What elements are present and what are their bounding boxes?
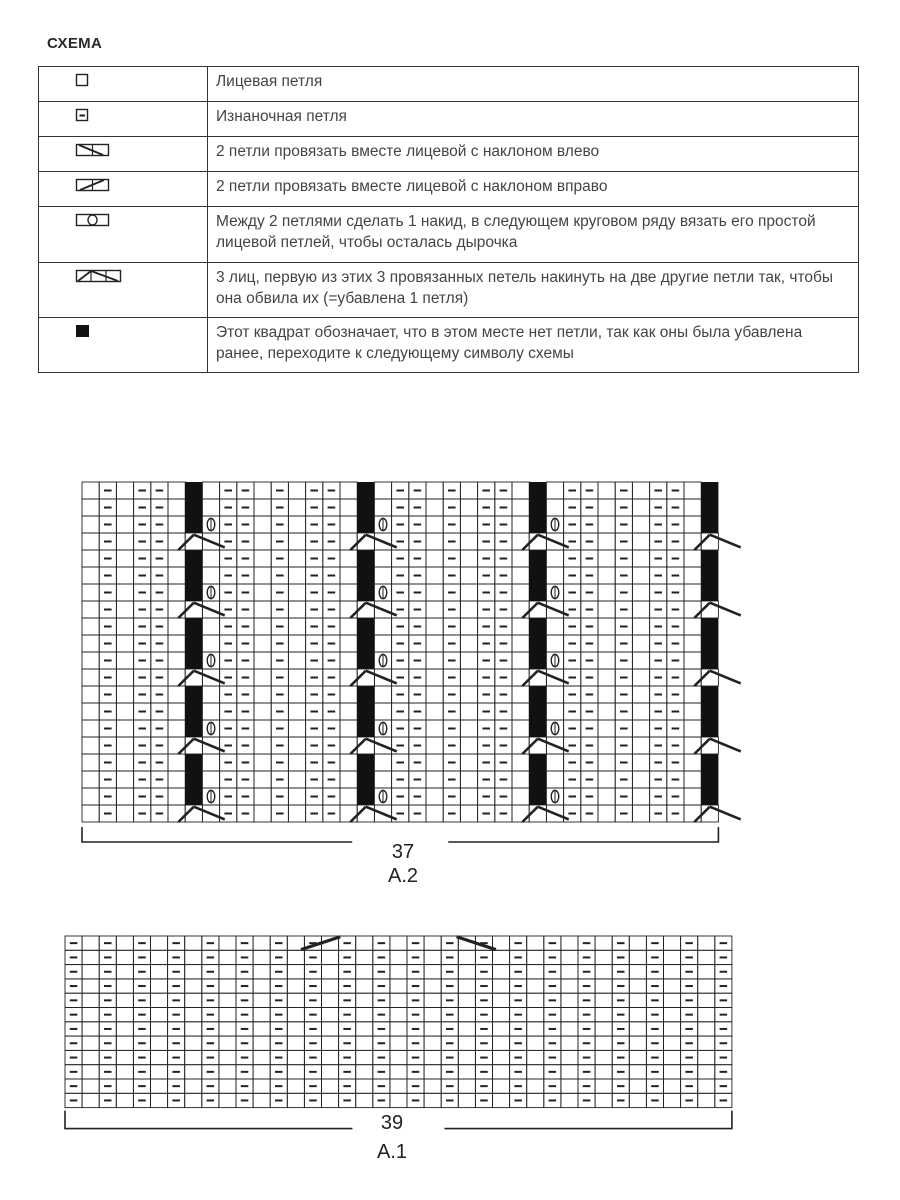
chart-a1-cell [698, 1079, 715, 1093]
chart-a1-cell [527, 936, 544, 950]
chart-a1-cell [664, 1079, 681, 1093]
chart-a1-cell [356, 936, 373, 950]
chart-a1-cell [561, 1079, 578, 1093]
chart-a1-cell [698, 936, 715, 950]
chart-a1-cell [82, 1008, 99, 1022]
chart-a1-cell [219, 1093, 236, 1107]
chart-a1-cell [151, 979, 168, 993]
chart-a1-cell [219, 1065, 236, 1079]
chart-a1-cell [356, 1065, 373, 1079]
chart-a1-cell [151, 965, 168, 979]
chart-a1-cell [698, 979, 715, 993]
chart-a1-cell [424, 1022, 441, 1036]
chart-a1-cell [185, 1065, 202, 1079]
chart-a1-cell [458, 1022, 475, 1036]
chart-a1-cell [185, 950, 202, 964]
chart-a1-cell [493, 1022, 510, 1036]
chart-a1-cell [287, 1065, 304, 1079]
chart-a1-cell [82, 936, 99, 950]
chart-a1-cell [356, 1008, 373, 1022]
chart-a1-cell [390, 1065, 407, 1079]
chart-a1-cell [493, 1050, 510, 1064]
chart-a1-cell [219, 1050, 236, 1064]
chart-a1-cell [493, 965, 510, 979]
chart-a1-cell [356, 1050, 373, 1064]
chart-a1-cell [322, 979, 339, 993]
chart-a1-cell [219, 965, 236, 979]
chart-a1-cell [561, 965, 578, 979]
chart-a1-cell [287, 950, 304, 964]
chart-a1-cell [527, 1036, 544, 1050]
chart-a1-label: A.1 [376, 1141, 408, 1163]
chart-a1-cell [493, 979, 510, 993]
chart-a1-cell [116, 979, 133, 993]
chart-a1-cell [527, 1093, 544, 1107]
chart-a1-cell [390, 1022, 407, 1036]
chart-a1-cell [151, 950, 168, 964]
chart-a1-cell [458, 1093, 475, 1107]
chart-a1-cell [664, 965, 681, 979]
chart-a1-cell [287, 1093, 304, 1107]
chart-a1-cell [185, 1008, 202, 1022]
chart-a1-stitch-count: 39 [380, 1112, 404, 1134]
chart-a1-cell [151, 993, 168, 1007]
chart-a1-cell [561, 936, 578, 950]
chart-a1-cell [151, 1093, 168, 1107]
chart-a1-cell [664, 1008, 681, 1022]
chart-a1-cell [664, 993, 681, 1007]
chart-a1-cell [698, 1008, 715, 1022]
chart-a1-cell [151, 1050, 168, 1064]
chart-a1-cell [493, 993, 510, 1007]
chart-a2-label: A.2 [387, 865, 419, 887]
chart-a1-cell [287, 979, 304, 993]
chart-a1-cell [322, 950, 339, 964]
chart-a1-cell [424, 965, 441, 979]
chart-a1-cell [424, 1008, 441, 1022]
chart-a1-cell [698, 1036, 715, 1050]
chart-a1-cell [595, 1079, 612, 1093]
chart-a1-cell [390, 1036, 407, 1050]
chart-a1-cell [390, 993, 407, 1007]
chart-a1-cell [390, 936, 407, 950]
chart-a1-cell [458, 965, 475, 979]
chart-a1-cell [527, 950, 544, 964]
chart-a1-cell [356, 1036, 373, 1050]
chart-a1-cell [561, 950, 578, 964]
chart-a1-cell [424, 936, 441, 950]
chart-a1-cell [253, 1008, 270, 1022]
chart-a1-cell [595, 1050, 612, 1064]
chart-a1-cell [629, 1036, 646, 1050]
chart-a1-cell [561, 1093, 578, 1107]
chart-a1-cell [595, 1093, 612, 1107]
chart-a1-cell [424, 1050, 441, 1064]
chart-a1-cell [116, 1093, 133, 1107]
chart-a1-cell [561, 1036, 578, 1050]
chart-a1-cell [356, 965, 373, 979]
chart-a1-cell [424, 1036, 441, 1050]
chart-a1-k2tog-right-mark [301, 937, 340, 950]
chart-a1-cell [561, 993, 578, 1007]
chart-a1-cell [458, 1065, 475, 1079]
chart-a1-cell [527, 1079, 544, 1093]
chart-a1-cell [287, 1036, 304, 1050]
chart-a1-cell [322, 993, 339, 1007]
chart-a1-cell [185, 965, 202, 979]
chart-a1-cell [356, 1022, 373, 1036]
chart-a1-cell [698, 1093, 715, 1107]
chart-a1-cell [698, 965, 715, 979]
chart-a1-cell [493, 1093, 510, 1107]
chart-a1-cell [151, 1008, 168, 1022]
chart-a1-cell [116, 1065, 133, 1079]
chart-a1-cell [116, 965, 133, 979]
chart-a1-cell [595, 965, 612, 979]
chart-a1-cell [527, 1022, 544, 1036]
chart-a1-cell [116, 1050, 133, 1064]
chart-a1-cell [287, 1050, 304, 1064]
chart-a1-cell [356, 993, 373, 1007]
chart-a1-cell [82, 1079, 99, 1093]
chart-a1-cell [458, 979, 475, 993]
chart-a1-cell [219, 1008, 236, 1022]
chart-a1-cell [493, 1036, 510, 1050]
chart-a1-cell [493, 1008, 510, 1022]
chart-a1-cell [664, 936, 681, 950]
chart-a1-cell [82, 950, 99, 964]
chart-a1-cell [595, 1008, 612, 1022]
chart-a1-cell [151, 1079, 168, 1093]
chart-a1-cell [493, 1065, 510, 1079]
chart-a1-cell [185, 1036, 202, 1050]
chart-a1-cell [253, 1065, 270, 1079]
chart-a1-cell [595, 1036, 612, 1050]
chart-a1-cell [390, 1050, 407, 1064]
chart-a1-cell [287, 1008, 304, 1022]
chart-a1-cell [116, 1036, 133, 1050]
chart-a1-cell [322, 1079, 339, 1093]
chart-a2-stitch-count: 37 [391, 841, 415, 863]
chart-a1-cell [424, 1065, 441, 1079]
chart-a1-cell [287, 1079, 304, 1093]
chart-a1-cell [629, 1008, 646, 1022]
chart-a1-cell [390, 979, 407, 993]
chart-a1-cell [629, 1022, 646, 1036]
chart-a1-cell [116, 936, 133, 950]
chart-a1-cell [219, 1079, 236, 1093]
chart-a1-cell [116, 993, 133, 1007]
chart-a1-cell [82, 979, 99, 993]
chart-a1-cell [390, 1008, 407, 1022]
chart-a1-cell [219, 936, 236, 950]
chart-a1-cell [322, 1065, 339, 1079]
legend-text: 2 петли провязать вместе лицевой с наклоном вправо [208, 172, 859, 207]
chart-a1-cell [116, 1008, 133, 1022]
chart-a1-cell [629, 1065, 646, 1079]
chart-a1-cell [493, 950, 510, 964]
chart-a1-cell [185, 979, 202, 993]
chart-a1-cell [458, 1079, 475, 1093]
chart-a1-cell [185, 993, 202, 1007]
chart-a1-cell [595, 993, 612, 1007]
legend-text: Этот квадрат обозначает, что в этом месте нет петли, так как оны была убавлена ранее, переходите к следующему символу схемы [208, 318, 859, 373]
chart-a1-cell [82, 993, 99, 1007]
chart-a1-cell [664, 979, 681, 993]
chart-a1-cell [116, 950, 133, 964]
chart-a1-cell [219, 993, 236, 1007]
chart-a1-cell [219, 1022, 236, 1036]
chart-a1-cell [424, 993, 441, 1007]
chart-a1-cell [664, 1093, 681, 1107]
chart-a1-cell [356, 979, 373, 993]
legend-text: 3 лиц, первую из этих 3 провязанных петель накинуть на две другие петли так, чтобы она обвила их (=убавлена 1 петля) [208, 263, 859, 318]
legend-text: Между 2 петлями сделать 1 накид, в следующем круговом ряду вязать его простой лицевой петлей, чтобы осталась дырочка [208, 207, 859, 263]
chart-a1-cell [322, 1093, 339, 1107]
chart-a1-cell [629, 950, 646, 964]
chart-a1-cell [253, 1093, 270, 1107]
chart-a1-cell [458, 1050, 475, 1064]
chart-a1-cell [664, 950, 681, 964]
chart-a1-cell [116, 1022, 133, 1036]
chart-a1-cell [82, 1093, 99, 1107]
chart-a1-cell [151, 1036, 168, 1050]
chart-a1-cell [322, 965, 339, 979]
chart-a1-cell [595, 1065, 612, 1079]
chart-a1-cell [424, 979, 441, 993]
chart-a1-cell [253, 950, 270, 964]
chart-a1-cell [629, 1093, 646, 1107]
chart-a1-cell [664, 1036, 681, 1050]
chart-a1-cell [253, 1022, 270, 1036]
chart-a1-cell [219, 979, 236, 993]
chart-a1-cell [82, 1022, 99, 1036]
chart-a1-cell [595, 950, 612, 964]
chart-a1-cell [698, 993, 715, 1007]
chart-a1-k2tog-left-mark [457, 937, 496, 950]
chart-a1-cell [698, 1065, 715, 1079]
chart-a1-cell [322, 1008, 339, 1022]
chart-a1-cell [253, 965, 270, 979]
chart-a1-cell [185, 1093, 202, 1107]
chart-a1-cell [116, 1079, 133, 1093]
chart-a1-cell [629, 936, 646, 950]
chart-a1-cell [561, 979, 578, 993]
chart-a1-cell [151, 1022, 168, 1036]
chart-a1-width-bracket [444, 1111, 731, 1129]
chart-a1-cell [82, 965, 99, 979]
chart-a1-cell [253, 1036, 270, 1050]
chart-a1-cell [219, 1036, 236, 1050]
chart-a1-cell [253, 1079, 270, 1093]
chart-a1-cell [185, 1079, 202, 1093]
legend-text: Изнаночная петля [208, 102, 859, 137]
chart-a1-cell [151, 1065, 168, 1079]
chart-a1-cell [561, 1065, 578, 1079]
chart-a1-cell [390, 950, 407, 964]
page-title: СХЕМА [47, 35, 103, 52]
chart-a1-cell [561, 1050, 578, 1064]
chart-a1-cell [390, 965, 407, 979]
chart-a1-cell [527, 979, 544, 993]
chart-a1-cell [322, 1050, 339, 1064]
chart-a1-cell [698, 1022, 715, 1036]
chart-a1-cell [629, 1079, 646, 1093]
legend-text: Лицевая петля [208, 67, 859, 102]
chart-a1-cell [458, 1008, 475, 1022]
chart-a1-cell [629, 979, 646, 993]
chart-a1-cell [322, 1036, 339, 1050]
chart-a1-cell [287, 965, 304, 979]
chart-a1-cell [390, 1079, 407, 1093]
chart-a1-cell [595, 979, 612, 993]
chart-a1-cell [356, 950, 373, 964]
chart-a1-cell [595, 1022, 612, 1036]
legend-text: 2 петли провязать вместе лицевой с наклоном влево [208, 137, 859, 172]
chart-a1-cell [664, 1022, 681, 1036]
chart-a1-cell [458, 1036, 475, 1050]
chart-a1-cell [561, 1008, 578, 1022]
chart-a1-cell [664, 1050, 681, 1064]
chart-a1-cell [527, 965, 544, 979]
chart-a1-cell [629, 993, 646, 1007]
chart-a1-cell [287, 993, 304, 1007]
chart-a1-cell [493, 1079, 510, 1093]
chart-a1-cell [185, 1022, 202, 1036]
chart-a1-cell [185, 1050, 202, 1064]
chart-a1-cell [664, 1065, 681, 1079]
chart-a1-cell [424, 1093, 441, 1107]
chart-a1-cell [253, 993, 270, 1007]
chart-a1-cell [698, 1050, 715, 1064]
chart-a1-cell [356, 1093, 373, 1107]
chart-a1-cell [322, 1022, 339, 1036]
chart-a1-cell [698, 950, 715, 964]
chart-a1-cell [82, 1065, 99, 1079]
chart-a1-cell [356, 1079, 373, 1093]
chart-a1-cell [253, 979, 270, 993]
chart-a1-cell [527, 1008, 544, 1022]
chart-a1-cell [527, 993, 544, 1007]
chart-a1-width-bracket [65, 1111, 352, 1129]
chart-a1-cell [390, 1093, 407, 1107]
chart-a1-cell [527, 1065, 544, 1079]
chart-a1-cell [219, 950, 236, 964]
chart-a1-cell [82, 1036, 99, 1050]
chart-a1-cell [527, 1050, 544, 1064]
chart-a1-cell [185, 936, 202, 950]
chart-a1-cell [82, 1050, 99, 1064]
chart-a1-cell [424, 1079, 441, 1093]
chart-a1-cell [458, 993, 475, 1007]
chart-a1-cell [629, 1050, 646, 1064]
chart-a1-cell [424, 950, 441, 964]
chart-a1-cell [595, 936, 612, 950]
chart-a1-cell [629, 965, 646, 979]
chart-a1-cell [458, 950, 475, 964]
chart-a1-cell [287, 1022, 304, 1036]
chart-a1-cell [151, 936, 168, 950]
chart-a1-cell [253, 936, 270, 950]
chart-a1-cell [561, 1022, 578, 1036]
chart-a1-cell [253, 1050, 270, 1064]
